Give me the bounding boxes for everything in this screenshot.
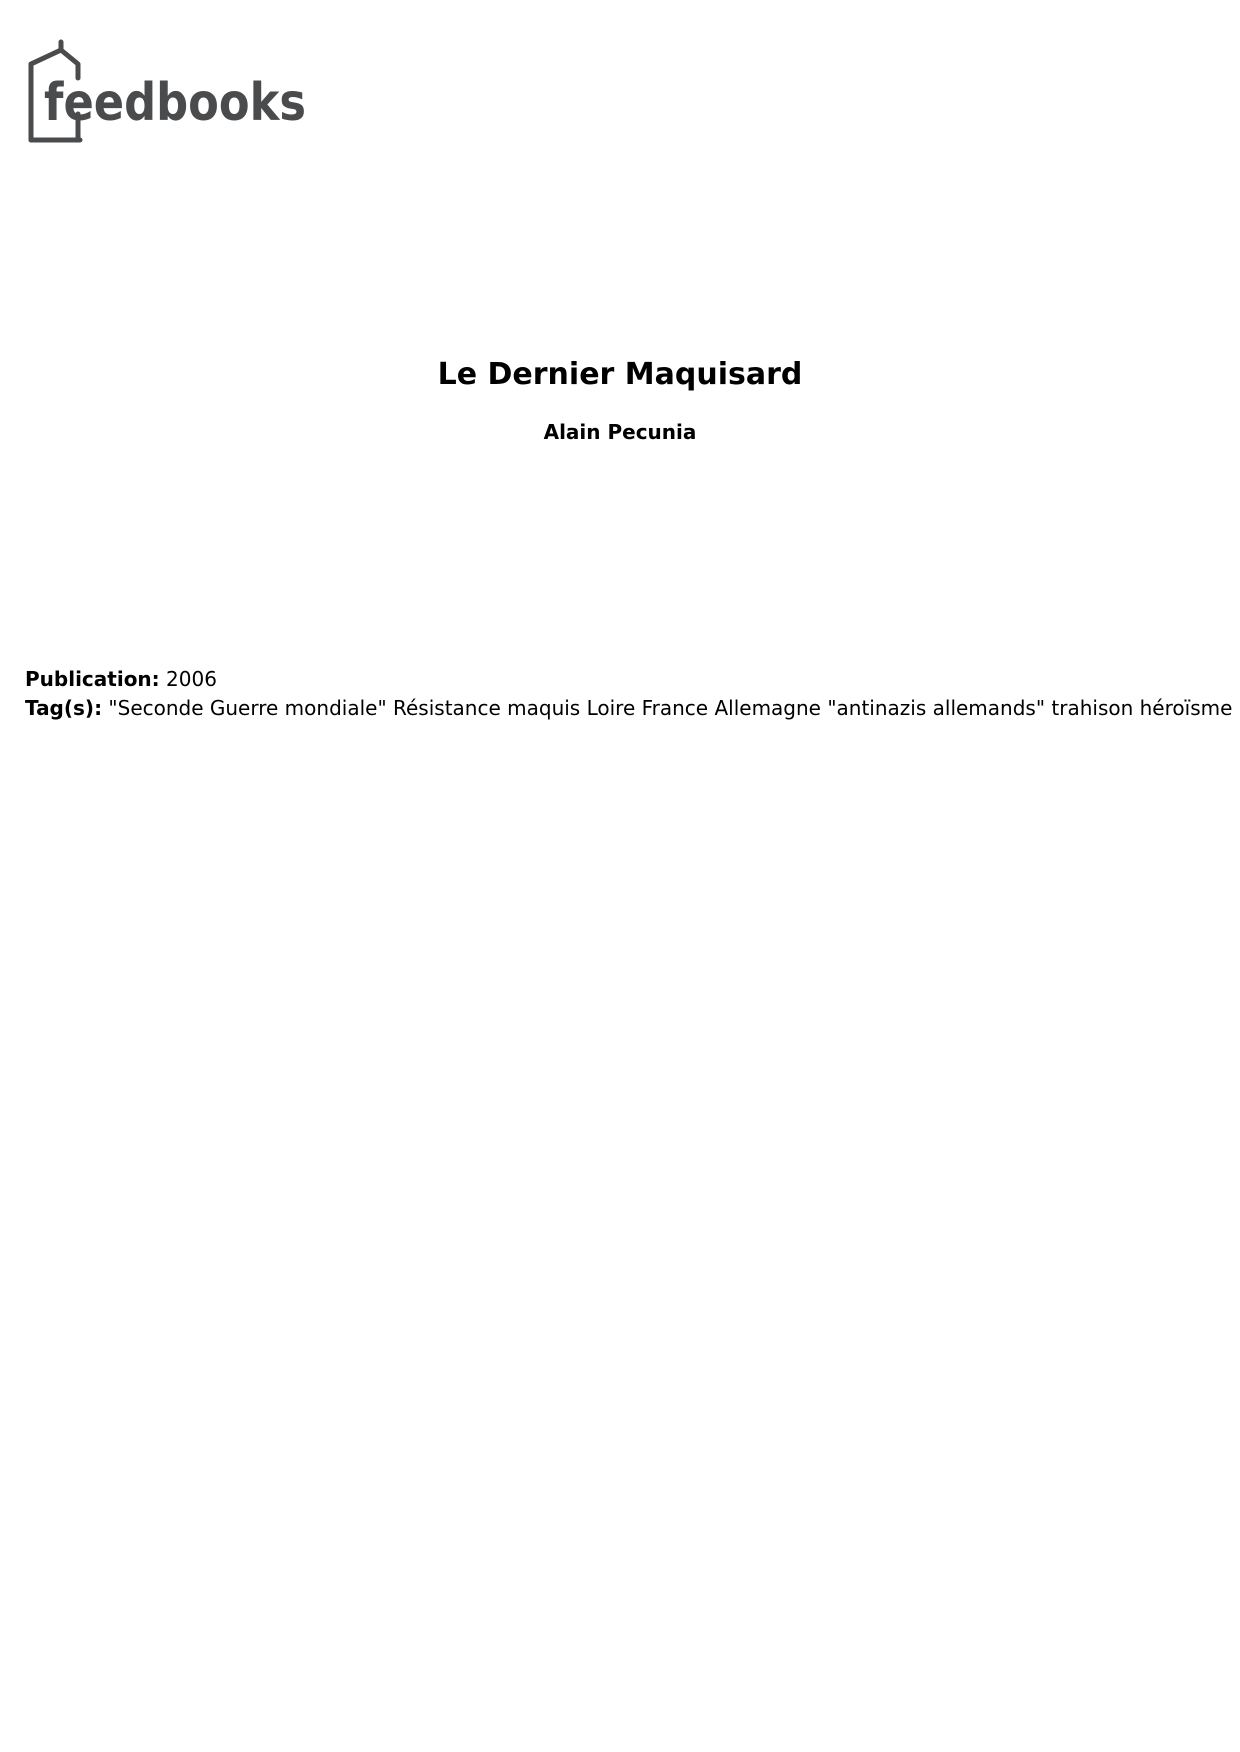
publication-label: Publication: (25, 667, 160, 691)
logo-wordmark: feedbooks (44, 73, 306, 133)
publication-row (25, 665, 1225, 694)
publication-value: 2006 (166, 667, 217, 691)
book-metadata (25, 665, 1233, 723)
feedbooks-logo (28, 40, 318, 144)
tags-label: Tag(s): (25, 696, 103, 720)
feedbooks-book-icon (28, 40, 318, 144)
tags-row (25, 694, 1233, 723)
tags-value: "Seconde Guerre mondiale" Résistance maquis Loire France Allemagne "antinazis allemands" trahison héroïsme (108, 696, 1233, 720)
book-author: Alain Pecunia (543, 420, 697, 444)
book-title: Le Dernier Maquisard (437, 357, 803, 392)
